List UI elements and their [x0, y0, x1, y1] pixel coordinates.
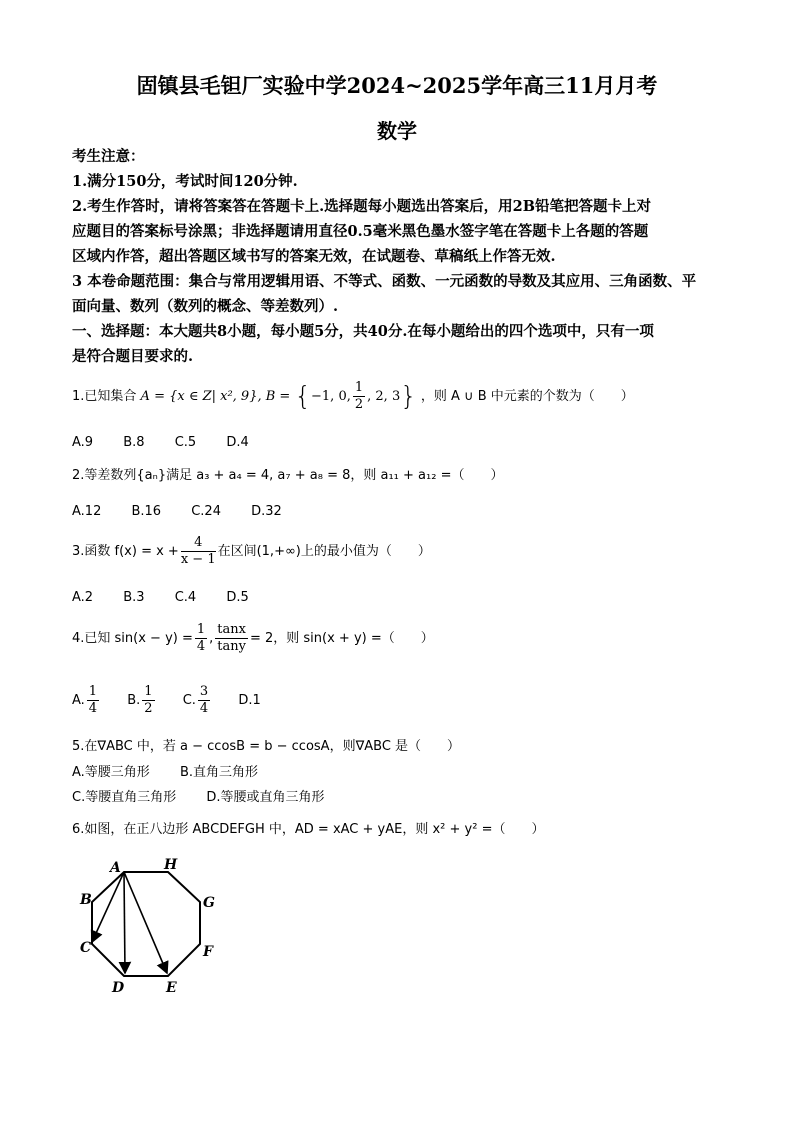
- q2-option-d: D.32: [251, 504, 282, 519]
- vertex-label-a: A: [110, 860, 121, 876]
- q3-prefix: 3.函数 f(x) = x +: [72, 544, 179, 559]
- q4-option-b: B. $\frac{1}{2}$: [127, 684, 153, 716]
- q4-frac2-num: tanx: [217, 622, 246, 637]
- q5-option-c: C.等腰直角三角形: [72, 790, 177, 805]
- q5-option-b: B.直角三角形: [179, 765, 259, 780]
- notice-item-2-line1: 2.考生作答时，请将答案答在答题卡上.选择题每小题选出答案后，用2B铅笔把答题卡上对: [72, 198, 652, 215]
- q2-option-c: C.24: [191, 504, 221, 519]
- section-1-line2: 是符合题目要求的.: [72, 348, 194, 365]
- vertex-label-f: F: [203, 944, 213, 960]
- q1-set-b-b: , 2, 3: [367, 389, 401, 404]
- notice-item-1: 1.满分150分，考试时间120分钟.: [72, 173, 298, 190]
- q1-suffix: ，则 A ∪ B 中元素的个数为（ ）: [420, 389, 634, 404]
- q3-frac-den: x − 1: [180, 552, 216, 567]
- q3-suffix: 在区间(1,+∞)上的最小值为（ ）: [217, 544, 431, 559]
- question-5: 5.在∇ABC 中，若 a − ccosB = b − ccosA，则∇ABC 是（ ）: [72, 739, 461, 754]
- vertex-label-c: C: [80, 940, 92, 956]
- q4-mid: ,: [209, 631, 214, 646]
- q1-frac-num: 1: [354, 380, 364, 395]
- vertex-label-g: G: [203, 895, 215, 911]
- question-4: [72, 622, 434, 655]
- q1-prefix: 1.已知集合: [72, 389, 137, 404]
- subject-title: 数学: [377, 119, 417, 143]
- question-6: 6.如图，在正八边形 ABCDEFGH 中，AD = xAC + yAE，则 x² + y² =（ ）: [72, 822, 545, 837]
- q3-option-a: A.2: [72, 590, 94, 605]
- q4-frac1-den: 4: [196, 639, 206, 654]
- notice-item-2-line3: 区域内作答，超出答题区域书写的答案无效，在试题卷、草稿纸上作答无效.: [72, 248, 556, 265]
- q3-option-d: D.5: [226, 590, 249, 605]
- q3-option-b: B.3: [123, 590, 145, 605]
- q4-option-c: C. $\frac{3}{4}$: [182, 684, 209, 716]
- q4-prefix: 4.已知 sin(x − y) =: [72, 631, 193, 646]
- q2-options: [72, 503, 308, 521]
- q4-option-d: D.1: [238, 693, 261, 708]
- notice-item-2-line2: 应题目的答案标号涂黑；非选择题请用直径0.5毫米黑色墨水签字笔在答题卡上各题的答题: [72, 223, 649, 240]
- q4-options: [72, 684, 261, 717]
- q4-frac2-den: tany: [217, 639, 246, 654]
- question-3: [72, 535, 431, 568]
- q1-options: [72, 434, 275, 452]
- notice-block: [72, 144, 722, 369]
- vertex-label-d: D: [112, 980, 125, 996]
- q3-option-c: C.4: [174, 590, 197, 605]
- q2-option-b: B.16: [131, 504, 162, 519]
- q4-option-a: A. $\frac{1}{4}$: [72, 684, 98, 716]
- vertex-label-b: B: [80, 892, 92, 908]
- q1-set-a: A = {x ∈ Z| x², 9}: [140, 389, 258, 404]
- q3-frac-num: 4: [181, 535, 216, 552]
- vector-ac: [92, 872, 124, 942]
- vertex-label-e: E: [166, 980, 177, 996]
- q1-set-b-a: −1, 0,: [311, 389, 351, 404]
- notice-heading: 考生注意：: [72, 148, 145, 165]
- notice-item-3-line2: 面向量、数列（数列的概念、等差数列）.: [72, 298, 339, 315]
- q3-options: [72, 589, 275, 607]
- q4-frac1-num: 1: [196, 622, 206, 637]
- q1-option-b: B.8: [123, 435, 145, 450]
- q2-option-a: A.12: [72, 504, 102, 519]
- vertex-label-h: H: [164, 857, 178, 873]
- q5-options-row2: [72, 789, 351, 807]
- q1-set-b-lhs: , B =: [257, 389, 291, 404]
- q5-option-a: A.等腰三角形: [72, 765, 150, 780]
- exam-title: 固镇县毛钽厂实验中学2024~2025学年高三11月月考: [136, 73, 658, 98]
- question-2: 2.等差数列{aₙ}满足 a₃ + a₄ = 4, a₇ + a₈ = 8，则 a₁₁ + a₁₂ =（ ）: [72, 468, 504, 483]
- vector-ae: [124, 872, 167, 973]
- section-1-line1: 一、选择题：本大题共8小题，每小题5分，共40分.在每小题给出的四个选项中，只有一项: [72, 323, 654, 340]
- octagon-figure: [72, 852, 232, 997]
- q1-frac-den: 2: [354, 397, 364, 412]
- q1-option-c: C.5: [174, 435, 197, 450]
- q1-option-a: A.9: [72, 435, 94, 450]
- vector-ad: [124, 872, 125, 973]
- q5-option-d: D.等腰或直角三角形: [206, 790, 325, 805]
- q1-option-d: D.4: [226, 435, 249, 450]
- q5-options-row1: [72, 764, 284, 782]
- notice-item-3-line1: 3 本卷命题范围：集合与常用逻辑用语、不等式、函数、一元函数的导数及其应用、三角函数、平: [72, 273, 697, 290]
- q4-suffix: = 2，则 sin(x + y) =（ ）: [249, 631, 434, 646]
- question-1: 1.已知集合 A = {x ∈ Z| x², 9}, B = {−1, 0, $\frac{1}{2}$ , 2, 3} ，则 A ∪ B 中元素的个数为（ ）: [72, 380, 634, 412]
